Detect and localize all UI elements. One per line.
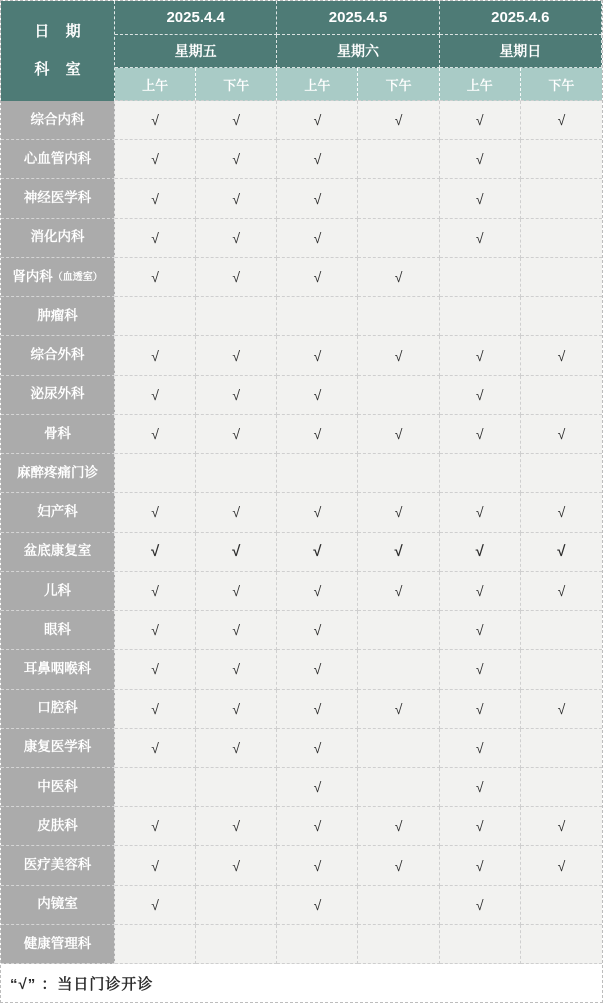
pm-header-sat: 下午 [358,68,439,101]
department-label: 医疗美容科 [1,846,115,885]
department-label: 儿科 [1,572,115,611]
department-label: 皮肤科 [1,807,115,846]
schedule-cell: √ [196,807,277,846]
table-row [1,846,602,885]
schedule-cell: √ [277,415,358,454]
schedule-cell [196,886,277,925]
schedule-cell: √ [277,768,358,807]
schedule-cell: √ [196,376,277,415]
table-row [1,297,602,336]
schedule-cell: √ [358,533,439,572]
table-row [1,376,602,415]
pm-header-fri: 下午 [196,68,277,101]
schedule-cell: √ [277,729,358,768]
schedule-cell: √ [277,376,358,415]
schedule-cell: √ [440,415,521,454]
am-header-sun: 上午 [440,68,521,101]
schedule-cell: √ [196,179,277,218]
schedule-cell: √ [440,219,521,258]
table-row [1,493,602,532]
table-row [1,807,602,846]
department-label: 眼科 [1,611,115,650]
weekday-header-sun: 星期日 [440,35,602,68]
schedule-cell [277,925,358,964]
schedule-cell [440,258,521,297]
department-label: 康复医学科 [1,729,115,768]
schedule-cell: √ [196,336,277,375]
department-label: 消化内科 [1,219,115,258]
schedule-cell: √ [196,219,277,258]
department-label: 口腔科 [1,690,115,729]
schedule-cell: √ [440,533,521,572]
table-row [1,258,602,297]
department-label: 心血管内科 [1,140,115,179]
department-label: 肾内科 （血透室） [1,258,115,297]
schedule-cell: √ [358,101,439,140]
department-label: 神经医学科 [1,179,115,218]
schedule-cell [277,297,358,336]
schedule-cell: √ [196,140,277,179]
date-header-sun: 2025.4.6 [440,1,602,35]
table-row [1,140,602,179]
schedule-cell: √ [196,258,277,297]
schedule-cell: √ [440,336,521,375]
schedule-cell: √ [440,101,521,140]
pm-header-sun: 下午 [521,68,602,101]
department-label: 中医科 [1,768,115,807]
schedule-cell [115,297,196,336]
schedule-cell: √ [277,336,358,375]
schedule-cell [196,454,277,493]
schedule-cell: √ [115,219,196,258]
schedule-cell: √ [440,140,521,179]
schedule-cell: √ [196,690,277,729]
schedule-cell: √ [521,415,602,454]
schedule-cell [358,925,439,964]
schedule-cell: √ [115,376,196,415]
schedule-cell: √ [277,611,358,650]
schedule-cell: √ [440,690,521,729]
schedule-cell: √ [115,572,196,611]
table-row [1,533,602,572]
schedule-cell: √ [115,179,196,218]
department-label: 盆底康复室 [1,533,115,572]
schedule-cell [358,376,439,415]
schedule-cell: √ [115,101,196,140]
schedule-cell: √ [115,650,196,689]
schedule-cell: √ [115,807,196,846]
table-row [1,219,602,258]
schedule-cell [521,650,602,689]
schedule-cell: √ [521,807,602,846]
schedule-cell [196,925,277,964]
schedule-cell [521,376,602,415]
schedule-cell: √ [358,846,439,885]
schedule-cell: √ [521,533,602,572]
schedule-cell [521,611,602,650]
department-label: 麻醉疼痛门诊 [1,454,115,493]
table-row [1,101,602,140]
weekday-header-fri: 星期五 [115,35,277,68]
department-label: 综合内科 [1,101,115,140]
schedule-cell [358,729,439,768]
schedule-cell [358,650,439,689]
schedule-cell: √ [196,101,277,140]
schedule-cell [521,454,602,493]
schedule-cell [358,219,439,258]
am-header-fri: 上午 [115,68,196,101]
schedule-cell: √ [440,179,521,218]
schedule-cell: √ [196,846,277,885]
legend-text: “√” ：当日门诊开诊 [10,975,154,993]
schedule-cell: √ [358,415,439,454]
corner-label-date: 日 期 [34,22,87,40]
schedule-cell [358,140,439,179]
schedule-cell [440,454,521,493]
department-label: 骨科 [1,415,115,454]
schedule-cell [440,925,521,964]
department-label: 健康管理科 [1,925,115,964]
schedule-cell: √ [440,611,521,650]
schedule-cell: √ [277,533,358,572]
corner-header-date-dept [1,1,115,101]
schedule-cell: √ [277,258,358,297]
schedule-cell: √ [358,336,439,375]
schedule-cell: √ [440,650,521,689]
table-row [1,336,602,375]
schedule-cell: √ [115,258,196,297]
schedule-cell: √ [277,846,358,885]
table-row [1,768,602,807]
schedule-cell [196,768,277,807]
schedule-cell: √ [277,140,358,179]
schedule-cell [521,729,602,768]
schedule-cell: √ [277,179,358,218]
department-label: 内镜室 [1,886,115,925]
schedule-cell: √ [521,572,602,611]
schedule-cell [521,140,602,179]
schedule-cell: √ [358,258,439,297]
schedule-cell [521,886,602,925]
table-row [1,611,602,650]
schedule-cell [277,454,358,493]
table-row [1,454,602,493]
schedule-cell: √ [196,493,277,532]
schedule-cell: √ [115,690,196,729]
schedule-cell: √ [115,729,196,768]
schedule-cell: √ [115,140,196,179]
am-header-sat: 上午 [277,68,358,101]
schedule-cell [521,219,602,258]
weekday-header-sat: 星期六 [277,35,439,68]
schedule-cell: √ [358,572,439,611]
schedule-cell: √ [277,219,358,258]
schedule-cell: √ [277,572,358,611]
schedule-cell: √ [521,846,602,885]
schedule-cell [521,258,602,297]
schedule-cell: √ [277,886,358,925]
table-row [1,729,602,768]
department-label: 妇产科 [1,493,115,532]
schedule-cell: √ [521,493,602,532]
table-row [1,690,602,729]
schedule-cell [440,297,521,336]
schedule-cell: √ [521,690,602,729]
schedule-cell: √ [440,572,521,611]
schedule-cell [358,454,439,493]
date-header-fri: 2025.4.4 [115,1,277,35]
department-label: 肿瘤科 [1,297,115,336]
schedule-cell [358,768,439,807]
schedule-cell: √ [115,415,196,454]
schedule-cell: √ [196,533,277,572]
schedule-cell [358,886,439,925]
corner-label-dept: 科 室 [34,60,87,78]
schedule-cell: √ [440,846,521,885]
schedule-cell: √ [115,533,196,572]
legend-footer [1,964,602,1002]
schedule-cell: √ [277,650,358,689]
schedule-cell: √ [115,846,196,885]
schedule-cell: √ [358,690,439,729]
schedule-cell [358,179,439,218]
schedule-cell: √ [440,376,521,415]
schedule-cell [521,297,602,336]
table-header [1,1,602,101]
schedule-cell [521,925,602,964]
schedule-cell: √ [115,493,196,532]
schedule-cell [115,768,196,807]
schedule-cell [196,297,277,336]
schedule-cell: √ [115,886,196,925]
schedule-cell: √ [521,101,602,140]
table-row [1,925,602,964]
department-label: 泌尿外科 [1,376,115,415]
schedule-cell [358,297,439,336]
schedule-cell [521,768,602,807]
schedule-cell: √ [277,690,358,729]
schedule-cell: √ [196,650,277,689]
schedule-cell: √ [521,336,602,375]
schedule-cell: √ [440,886,521,925]
schedule-cell [521,179,602,218]
schedule-cell: √ [440,768,521,807]
table-row [1,650,602,689]
department-label: 综合外科 [1,336,115,375]
schedule-cell: √ [196,729,277,768]
schedule-cell: √ [277,493,358,532]
schedule-cell [358,611,439,650]
schedule-rows [1,101,602,964]
department-label: 耳鼻咽喉科 [1,650,115,689]
schedule-cell: √ [440,729,521,768]
schedule-cell: √ [115,336,196,375]
table-row [1,415,602,454]
date-header-sat: 2025.4.5 [277,1,439,35]
schedule-cell: √ [277,807,358,846]
table-row [1,179,602,218]
schedule-cell: √ [440,807,521,846]
schedule-cell: √ [196,572,277,611]
schedule-cell: √ [196,415,277,454]
schedule-cell: √ [358,493,439,532]
schedule-cell: √ [440,493,521,532]
schedule-cell: √ [196,611,277,650]
schedule-cell: √ [358,807,439,846]
schedule-cell: √ [277,101,358,140]
schedule-cell [115,454,196,493]
table-row [1,572,602,611]
table-row [1,886,602,925]
schedule-cell [115,925,196,964]
schedule-cell: √ [115,611,196,650]
